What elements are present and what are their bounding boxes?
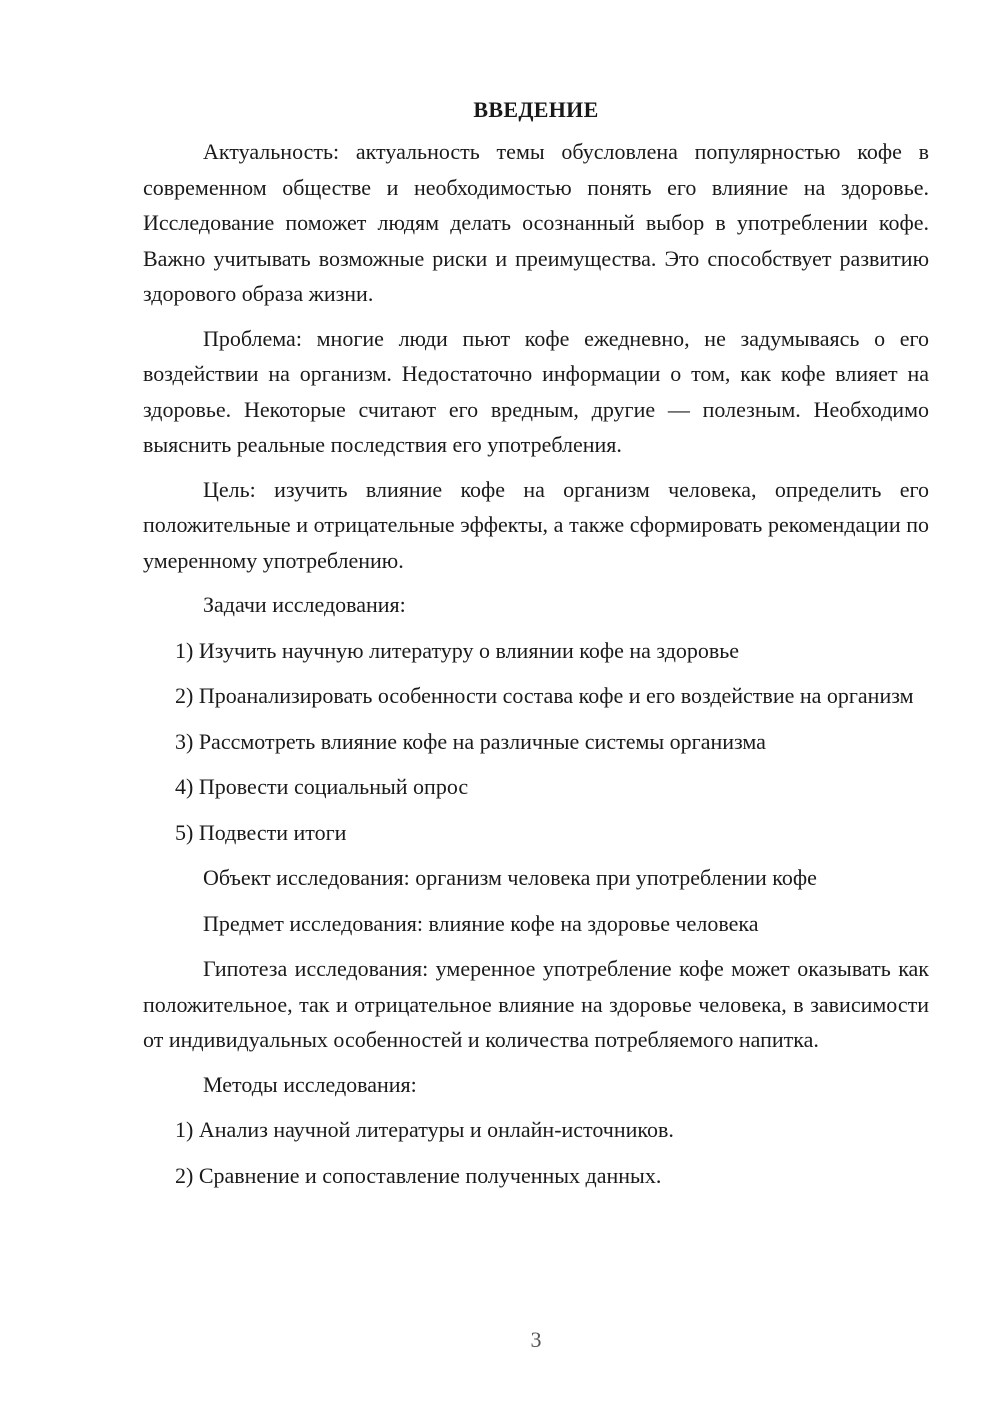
- task-item-1: 1) Изучить научную литературу о влиянии кофе на здоровье: [175, 637, 740, 663]
- research-object: Объект исследования: организм человека при употреблении кофе: [203, 865, 817, 890]
- tasks-heading: Задачи исследования:: [203, 592, 406, 617]
- section-title: ВВЕДЕНИЕ: [473, 97, 599, 122]
- task-item-4: 4) Провести социальный опрос: [175, 774, 469, 799]
- document-page: [143, 92, 929, 1203]
- goal-paragraph: Цель: изучить влияние кофе на организм человека, определить его положительные и отрицательные эффекты, а также сформировать рекомендации по умеренному употреблению.: [143, 476, 929, 573]
- methods-heading: Методы исследования:: [203, 1071, 417, 1097]
- task-item-2: 2) Проанализировать особенности состава кофе и его воздействие на организм: [175, 683, 914, 708]
- method-item-1: 1) Анализ научной литературы и онлайн-источников.: [175, 1117, 674, 1142]
- task-item-5: 5) Подвести итоги: [175, 819, 347, 845]
- relevance-paragraph: Актуальность: актуальность темы обусловлена популярностью кофе в современном обществе и необходимостью понять его влияние на здоровье. Исследование поможет людям делать осознанный выбор в употреблении кофе. Важно учитывать возможные риски и преимущества. Это способствует развитию здорового образа жизни.: [143, 139, 929, 306]
- problem-paragraph: Проблема: многие люди пьют кофе ежедневно, не задумываясь о его воздействии на организм. Недостаточно информации о том, как кофе влияет на здоровье. Некоторые считают его вредным, другие — полезным. Необходимо выяснить реальные последствия его употребления.: [143, 325, 929, 457]
- page-number: 3: [530, 1327, 542, 1352]
- research-subject: Предмет исследования: влияние кофе на здоровье человека: [203, 910, 759, 936]
- hypothesis-paragraph: Гипотеза исследования: умеренное употребление кофе может оказывать как положительное, так и отрицательное влияние на здоровье человека, в зависимости от индивидуальных особенностей и количества потребляемого напитка.: [143, 956, 929, 1052]
- method-item-2: 2) Сравнение и сопоставление полученных данных.: [175, 1162, 662, 1188]
- task-item-3: 3) Рассмотреть влияние кофе на различные системы организма: [175, 728, 766, 754]
